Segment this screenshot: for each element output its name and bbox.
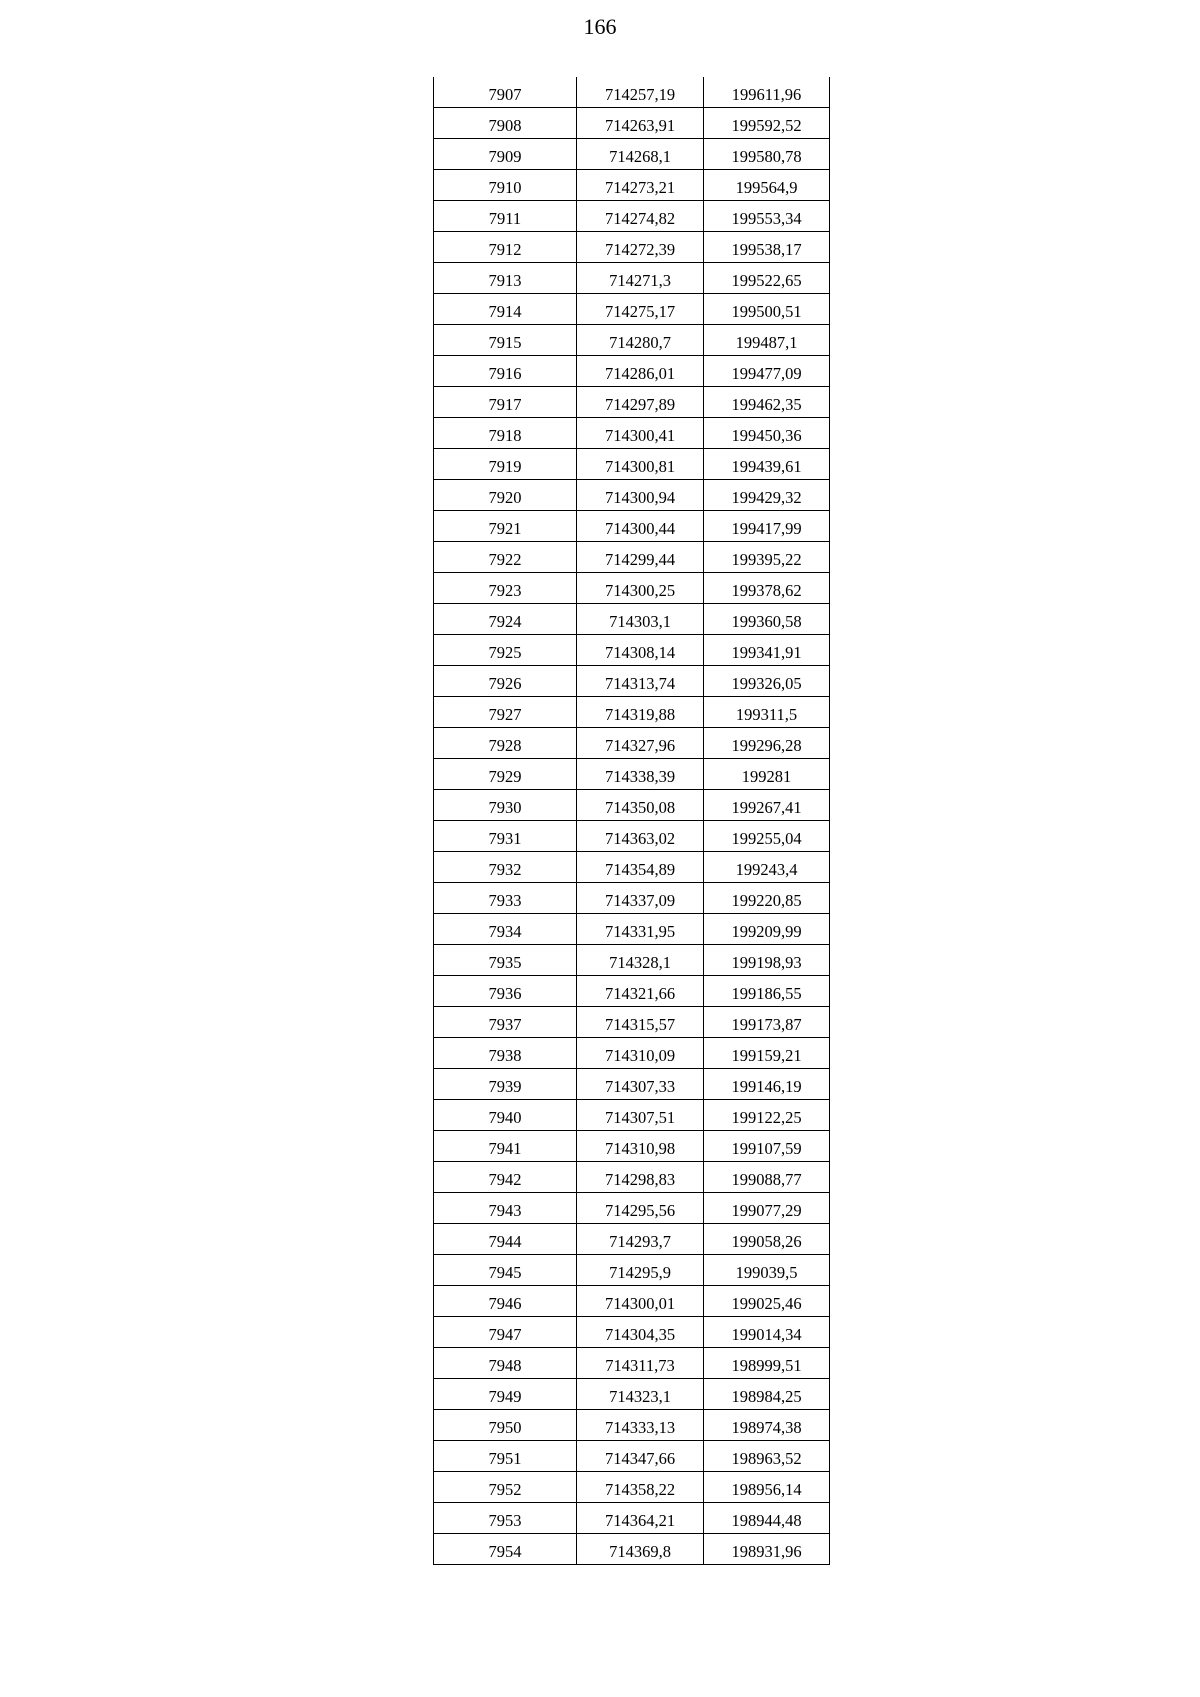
point-number-cell: 7950 [434,1410,577,1441]
x-coordinate-cell: 714286,01 [577,356,704,387]
table-row [434,1193,830,1224]
x-coordinate-cell: 714333,13 [577,1410,704,1441]
table-row [434,1100,830,1131]
y-coordinate-cell: 199014,34 [704,1317,830,1348]
y-coordinate-cell: 199267,41 [704,790,830,821]
table-body [434,77,830,1565]
point-number-cell: 7937 [434,1007,577,1038]
point-number-cell: 7924 [434,604,577,635]
point-number-cell: 7933 [434,883,577,914]
table-row [434,635,830,666]
x-coordinate-cell: 714298,83 [577,1162,704,1193]
x-coordinate-cell: 714315,57 [577,1007,704,1038]
page-number: 166 [583,14,617,39]
table-row [434,914,830,945]
table-row [434,1224,830,1255]
x-coordinate-cell: 714369,8 [577,1534,704,1565]
point-number-cell: 7918 [434,418,577,449]
table-row [434,1069,830,1100]
y-coordinate-cell: 198963,52 [704,1441,830,1472]
table-row [434,170,830,201]
x-coordinate-cell: 714313,74 [577,666,704,697]
point-number-cell: 7920 [434,480,577,511]
table-row [434,666,830,697]
y-coordinate-cell: 199487,1 [704,325,830,356]
x-coordinate-cell: 714297,89 [577,387,704,418]
y-coordinate-cell: 199500,51 [704,294,830,325]
point-number-cell: 7913 [434,263,577,294]
table-row [434,325,830,356]
y-coordinate-cell: 199186,55 [704,976,830,1007]
x-coordinate-cell: 714273,21 [577,170,704,201]
x-coordinate-cell: 714303,1 [577,604,704,635]
point-number-cell: 7947 [434,1317,577,1348]
table-row [434,1472,830,1503]
table-row [434,511,830,542]
x-coordinate-cell: 714311,73 [577,1348,704,1379]
x-coordinate-cell: 714310,09 [577,1038,704,1069]
point-number-cell: 7935 [434,945,577,976]
x-coordinate-cell: 714364,21 [577,1503,704,1534]
point-number-cell: 7922 [434,542,577,573]
table-row [434,821,830,852]
table-row [434,294,830,325]
table-row [434,945,830,976]
y-coordinate-cell: 199198,93 [704,945,830,976]
y-coordinate-cell: 198944,48 [704,1503,830,1534]
y-coordinate-cell: 199039,5 [704,1255,830,1286]
y-coordinate-cell: 199538,17 [704,232,830,263]
table-row [434,573,830,604]
x-coordinate-cell: 714293,7 [577,1224,704,1255]
x-coordinate-cell: 714358,22 [577,1472,704,1503]
x-coordinate-cell: 714319,88 [577,697,704,728]
point-number-cell: 7932 [434,852,577,883]
x-coordinate-cell: 714300,94 [577,480,704,511]
x-coordinate-cell: 714363,02 [577,821,704,852]
table-row [434,77,830,108]
table-row [434,852,830,883]
y-coordinate-cell: 199058,26 [704,1224,830,1255]
y-coordinate-cell: 199159,21 [704,1038,830,1069]
point-number-cell: 7909 [434,139,577,170]
point-number-cell: 7914 [434,294,577,325]
point-number-cell: 7910 [434,170,577,201]
y-coordinate-cell: 199429,32 [704,480,830,511]
y-coordinate-cell: 199522,65 [704,263,830,294]
x-coordinate-cell: 714295,56 [577,1193,704,1224]
y-coordinate-cell: 199611,96 [704,77,830,108]
point-number-cell: 7908 [434,108,577,139]
y-coordinate-cell: 198974,38 [704,1410,830,1441]
point-number-cell: 7923 [434,573,577,604]
y-coordinate-cell: 198956,14 [704,1472,830,1503]
point-number-cell: 7954 [434,1534,577,1565]
y-coordinate-cell: 199580,78 [704,139,830,170]
y-coordinate-cell: 199025,46 [704,1286,830,1317]
point-number-cell: 7917 [434,387,577,418]
y-coordinate-cell: 199107,59 [704,1131,830,1162]
table-row [434,542,830,573]
point-number-cell: 7930 [434,790,577,821]
point-number-cell: 7945 [434,1255,577,1286]
table-row [434,1410,830,1441]
x-coordinate-cell: 714354,89 [577,852,704,883]
x-coordinate-cell: 714321,66 [577,976,704,1007]
y-coordinate-cell: 199378,62 [704,573,830,604]
y-coordinate-cell: 198984,25 [704,1379,830,1410]
table-row [434,1255,830,1286]
x-coordinate-cell: 714331,95 [577,914,704,945]
y-coordinate-cell: 199088,77 [704,1162,830,1193]
y-coordinate-cell: 199255,04 [704,821,830,852]
table-row [434,480,830,511]
y-coordinate-cell: 199281 [704,759,830,790]
y-coordinate-cell: 198931,96 [704,1534,830,1565]
x-coordinate-cell: 714272,39 [577,232,704,263]
y-coordinate-cell: 199209,99 [704,914,830,945]
point-number-cell: 7951 [434,1441,577,1472]
y-coordinate-cell: 199220,85 [704,883,830,914]
point-number-cell: 7936 [434,976,577,1007]
x-coordinate-cell: 714308,14 [577,635,704,666]
x-coordinate-cell: 714275,17 [577,294,704,325]
table-row [434,232,830,263]
point-number-cell: 7934 [434,914,577,945]
point-number-cell: 7929 [434,759,577,790]
table-row [434,108,830,139]
point-number-cell: 7925 [434,635,577,666]
y-coordinate-cell: 199450,36 [704,418,830,449]
y-coordinate-cell: 199311,5 [704,697,830,728]
table-row [434,263,830,294]
y-coordinate-cell: 199553,34 [704,201,830,232]
x-coordinate-cell: 714310,98 [577,1131,704,1162]
point-number-cell: 7921 [434,511,577,542]
point-number-cell: 7938 [434,1038,577,1069]
y-coordinate-cell: 199146,19 [704,1069,830,1100]
y-coordinate-cell: 199439,61 [704,449,830,480]
point-number-cell: 7916 [434,356,577,387]
x-coordinate-cell: 714263,91 [577,108,704,139]
table-row [434,449,830,480]
point-number-cell: 7939 [434,1069,577,1100]
table-row [434,1131,830,1162]
x-coordinate-cell: 714337,09 [577,883,704,914]
table-row [434,883,830,914]
x-coordinate-cell: 714300,25 [577,573,704,604]
point-number-cell: 7943 [434,1193,577,1224]
point-number-cell: 7927 [434,697,577,728]
x-coordinate-cell: 714300,41 [577,418,704,449]
y-coordinate-cell: 199592,52 [704,108,830,139]
table-row [434,1379,830,1410]
table-row [434,418,830,449]
coordinates-table [433,77,830,1565]
y-coordinate-cell: 199462,35 [704,387,830,418]
x-coordinate-cell: 714328,1 [577,945,704,976]
x-coordinate-cell: 714299,44 [577,542,704,573]
y-coordinate-cell: 199243,4 [704,852,830,883]
point-number-cell: 7907 [434,77,577,108]
x-coordinate-cell: 714327,96 [577,728,704,759]
table-row [434,697,830,728]
x-coordinate-cell: 714307,51 [577,1100,704,1131]
point-number-cell: 7942 [434,1162,577,1193]
table-row [434,356,830,387]
point-number-cell: 7953 [434,1503,577,1534]
y-coordinate-cell: 199360,58 [704,604,830,635]
x-coordinate-cell: 714268,1 [577,139,704,170]
table-row [434,1007,830,1038]
x-coordinate-cell: 714300,44 [577,511,704,542]
y-coordinate-cell: 199341,91 [704,635,830,666]
y-coordinate-cell: 199417,99 [704,511,830,542]
point-number-cell: 7911 [434,201,577,232]
x-coordinate-cell: 714323,1 [577,1379,704,1410]
y-coordinate-cell: 199395,22 [704,542,830,573]
point-number-cell: 7940 [434,1100,577,1131]
table-row [434,1038,830,1069]
point-number-cell: 7912 [434,232,577,263]
y-coordinate-cell: 199122,25 [704,1100,830,1131]
table-row [434,387,830,418]
x-coordinate-cell: 714257,19 [577,77,704,108]
point-number-cell: 7952 [434,1472,577,1503]
point-number-cell: 7928 [434,728,577,759]
x-coordinate-cell: 714295,9 [577,1255,704,1286]
table-row [434,976,830,1007]
y-coordinate-cell: 199173,87 [704,1007,830,1038]
table-row [434,1348,830,1379]
x-coordinate-cell: 714274,82 [577,201,704,232]
table-row [434,759,830,790]
table-row [434,1162,830,1193]
table-row [434,1286,830,1317]
x-coordinate-cell: 714300,01 [577,1286,704,1317]
y-coordinate-cell: 199477,09 [704,356,830,387]
x-coordinate-cell: 714304,35 [577,1317,704,1348]
y-coordinate-cell: 199296,28 [704,728,830,759]
x-coordinate-cell: 714338,39 [577,759,704,790]
y-coordinate-cell: 199564,9 [704,170,830,201]
point-number-cell: 7948 [434,1348,577,1379]
table-row [434,604,830,635]
point-number-cell: 7941 [434,1131,577,1162]
table-row [434,1534,830,1565]
y-coordinate-cell: 198999,51 [704,1348,830,1379]
point-number-cell: 7946 [434,1286,577,1317]
point-number-cell: 7931 [434,821,577,852]
point-number-cell: 7915 [434,325,577,356]
table-row [434,139,830,170]
point-number-cell: 7949 [434,1379,577,1410]
x-coordinate-cell: 714350,08 [577,790,704,821]
x-coordinate-cell: 714307,33 [577,1069,704,1100]
point-number-cell: 7926 [434,666,577,697]
table-row [434,790,830,821]
point-number-cell: 7944 [434,1224,577,1255]
table-row [434,728,830,759]
table-row [434,201,830,232]
x-coordinate-cell: 714280,7 [577,325,704,356]
x-coordinate-cell: 714300,81 [577,449,704,480]
table-row [434,1503,830,1534]
y-coordinate-cell: 199326,05 [704,666,830,697]
point-number-cell: 7919 [434,449,577,480]
x-coordinate-cell: 714347,66 [577,1441,704,1472]
y-coordinate-cell: 199077,29 [704,1193,830,1224]
table-row [434,1317,830,1348]
table-row [434,1441,830,1472]
x-coordinate-cell: 714271,3 [577,263,704,294]
